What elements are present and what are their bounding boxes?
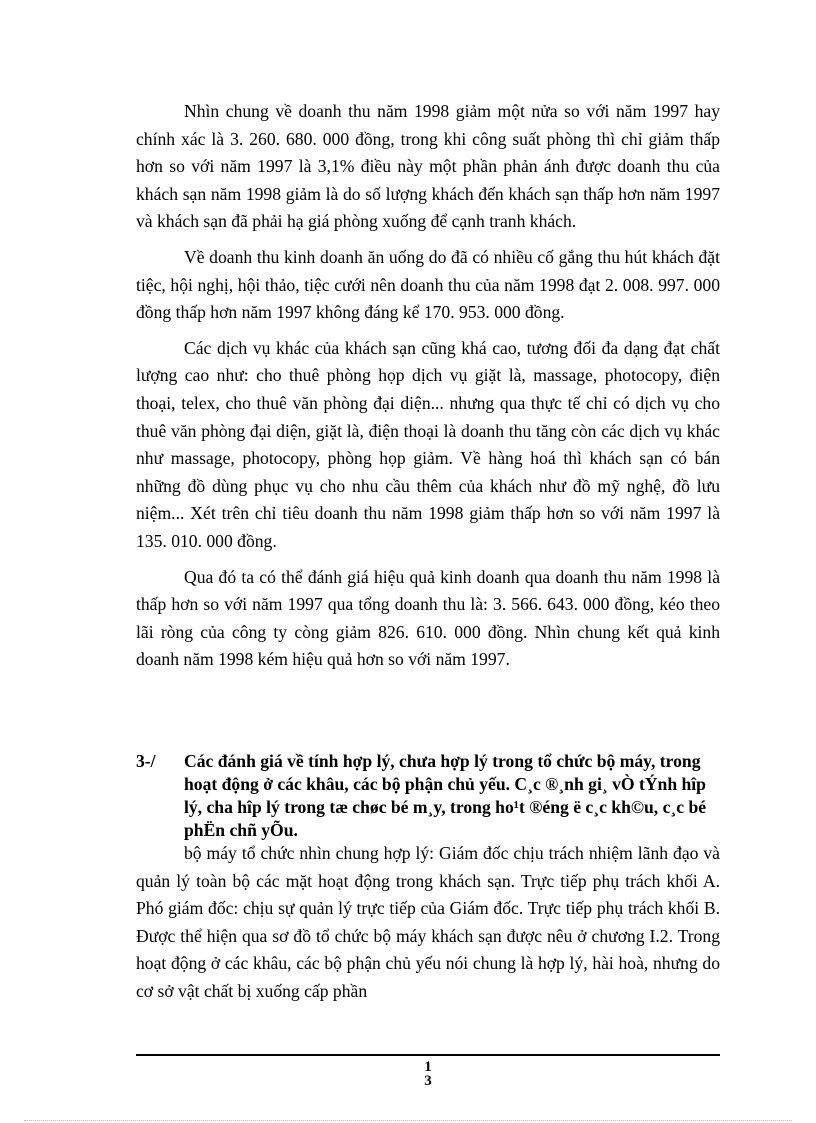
section-heading <box>136 750 720 842</box>
page-number-digit-1: 1 <box>424 1059 432 1075</box>
body-text-continued <box>136 840 720 1006</box>
paragraph-other-services: Các dịch vụ khác của khách sạn cũng khá cao, tương đối đa dạng đạt chất lượng cao như: cho thuê phòng họp dịch vụ giặt là, massage, photocopy, điện thoại, telex, cho thuê văn phòng đại diện... nhưng qua thực tế chỉ có dịch vụ cho thuê văn phòng đại diện, giặt là, điện thoại là doanh thu tăng còn các dịch vụ khác như massage, photocopy, phòng họp giảm. Về hàng hoá thì khách sạn có bán những đồ dùng phục vụ cho nhu cầu thêm của khách như đồ mỹ nghệ, đồ lưu niệm... Xét trên chỉ tiêu doanh thu năm 1998 giảm thấp hơn so với năm 1997 là 135. 010. 000 đồng. <box>136 337 720 551</box>
paragraph-revenue-summary: Nhìn chung về doanh thu năm 1998 giảm một nửa so với năm 1997 hay chính xác là 3. 260. 680. 000 đồng, trong khi công suất phòng thì chỉ giảm thấp hơn so với năm 1997 là 3,1% điều này một phần phản ánh được doanh thu của khách sạn năm 1998 giảm là do số lượng khách đến khách sạn thấp hơn năm 1997 và khách sạn đã phải hạ giá phòng xuống để cạnh tranh khách. <box>136 101 720 232</box>
paragraph-organization: bộ máy tổ chức nhìn chung hợp lý: Giám đốc chịu trách nhiệm lãnh đạo và quản lý toàn bộ các mặt hoạt động trong khách sạn. Trực tiếp phụ trách khối A. Phó giám đốc: chịu sự quản lý trực tiếp của Giám đốc. Trực tiếp phụ trách khối B. Được thể hiện qua sơ đồ tổ chức bộ máy khách sạn được nêu ở chương I.2. Trong hoạt động ở các khâu, các bộ phận chủ yếu nói chung là hợp lý, hài hoà, nhưng do cơ sở vật chất bị xuống cấp phần <box>136 843 720 1001</box>
section-number: 3-/ <box>136 751 156 771</box>
body-text <box>136 98 720 674</box>
page-bottom-border <box>24 1120 792 1121</box>
section-title: Các đánh giá về tính hợp lý, chưa hợp lý trong tổ chức bộ máy, trong hoạt động ở các khâu, các bộ phận chủ yếu. C¸c ®¸nh gi¸ vÒ tÝnh hîp lý, cha hîp lý trong tæ chøc bé m¸y, trong ho¹t ®éng ë c¸c kh©u, c¸c bé phËn chñ yÕu. <box>184 751 707 840</box>
footer-rule <box>136 1054 720 1056</box>
paragraph-food-beverage: Về doanh thu kinh doanh ăn uống do đã có nhiều cố gắng thu hút khách đặt tiệc, hội nghị, hội thảo, tiệc cưới nên doanh thu của năm 1998 đạt 2. 008. 997. 000 đồng thấp hơn năm 1997 không đáng kể 170. 953. 000 đồng. <box>136 246 720 323</box>
page-number <box>412 1060 444 1088</box>
page-number-digit-2: 3 <box>424 1073 432 1089</box>
paragraph-conclusion: Qua đó ta có thể đánh giá hiệu quả kinh doanh qua doanh thu năm 1998 là thấp hơn so với năm 1997 qua tổng doanh thu là: 3. 566. 643. 000 đồng, kéo theo lãi ròng của công ty còng giảm 826. 610. 000 đồng. Nhìn chung kết quả kinh doanh năm 1998 kém hiệu quả hơn so với năm 1997. <box>136 566 720 670</box>
